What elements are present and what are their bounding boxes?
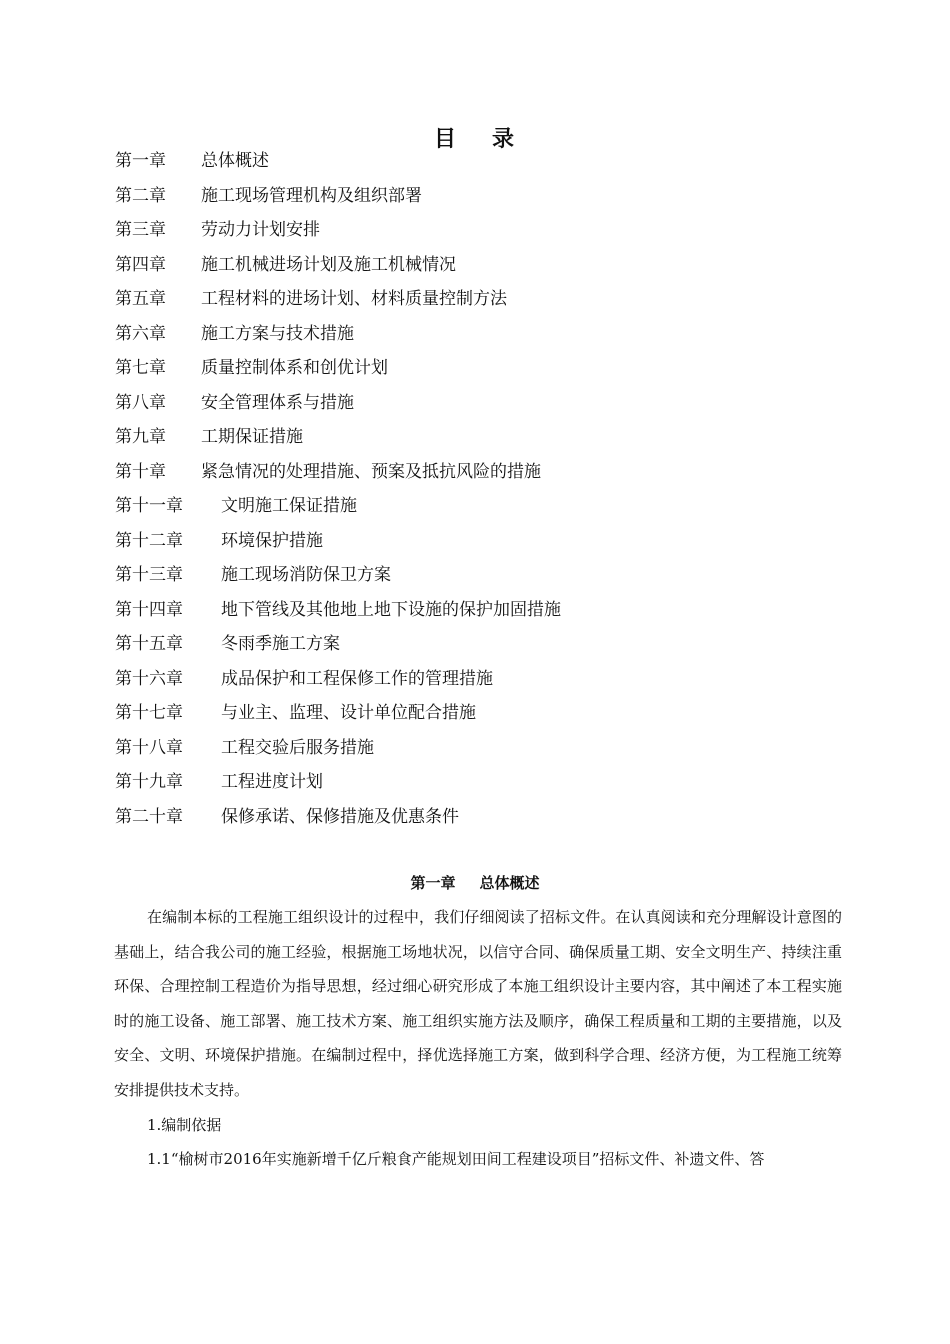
toc-item-number: 第十三章: [115, 565, 183, 585]
toc-item-title: 工期保证措施: [201, 427, 303, 447]
table-of-contents: [115, 144, 875, 834]
toc-item-number: 第十九章: [115, 772, 183, 792]
toc-item[interactable]: [115, 731, 875, 766]
chapter-body: [114, 900, 842, 1177]
toc-item[interactable]: [115, 593, 875, 628]
toc-item-title: 地下管线及其他地上地下设施的保护加固措施: [221, 599, 561, 620]
toc-item-title: 保修承诺、保修措施及优惠条件: [221, 806, 459, 827]
toc-item-title: 文明施工保证措施: [221, 496, 357, 516]
section-heading: 1.编制依据: [147, 1115, 222, 1134]
chapter-title: 总体概述: [479, 874, 540, 892]
toc-item-number: 第十八章: [115, 737, 183, 758]
toc-item-number: 第五章: [115, 289, 166, 309]
toc-item-title: 工程进度计划: [221, 772, 323, 792]
toc-item[interactable]: [115, 248, 875, 283]
toc-item-title: 施工现场管理机构及组织部署: [201, 185, 422, 206]
toc-item-number: 第二十章: [115, 806, 183, 827]
toc-item-number: 第十四章: [115, 599, 183, 620]
toc-item[interactable]: [115, 282, 875, 317]
toc-item[interactable]: [115, 489, 875, 524]
chapter-heading: [0, 872, 950, 893]
toc-item[interactable]: [115, 420, 875, 455]
toc-item-title: 总体概述: [201, 151, 269, 171]
toc-item-number: 第一章: [115, 151, 166, 171]
toc-item-title: 成品保护和工程保修工作的管理措施: [221, 668, 493, 689]
toc-item[interactable]: [115, 455, 875, 490]
toc-item[interactable]: [115, 386, 875, 421]
toc-item[interactable]: [115, 524, 875, 559]
toc-item-number: 第十章: [115, 461, 166, 482]
toc-item-title: 施工方案与技术措施: [201, 323, 354, 344]
toc-item-title: 质量控制体系和创优计划: [201, 358, 388, 378]
toc-item[interactable]: [115, 800, 875, 835]
toc-item-number: 第十五章: [115, 634, 183, 654]
toc-item[interactable]: [115, 765, 875, 800]
subsection-text: 1.1“榆树市2016年实施新增千亿斤粮食产能规划田间工程建设项目”招标文件、补遗文件、答: [147, 1150, 765, 1169]
toc-item-number: 第十七章: [115, 703, 183, 723]
toc-item-title: 紧急情况的处理措施、预案及抵抗风险的措施: [201, 461, 541, 482]
toc-item[interactable]: [115, 144, 875, 179]
toc-item[interactable]: [115, 558, 875, 593]
toc-item[interactable]: [115, 179, 875, 214]
toc-title-char-1: 目: [433, 127, 458, 152]
toc-item-title: 与业主、监理、设计单位配合措施: [221, 703, 476, 723]
toc-item-number: 第三章: [115, 220, 166, 240]
toc-item-number: 第十一章: [115, 496, 183, 516]
toc-item-title: 施工现场消防保卫方案: [221, 565, 391, 585]
toc-item[interactable]: [115, 213, 875, 248]
toc-item-number: 第七章: [115, 358, 166, 378]
toc-item-number: 第九章: [115, 427, 166, 447]
toc-item-title: 劳动力计划安排: [201, 220, 320, 240]
toc-item-number: 第四章: [115, 254, 166, 275]
toc-item-title: 施工机械进场计划及施工机械情况: [201, 254, 456, 275]
toc-item-number: 第二章: [115, 185, 166, 206]
toc-item[interactable]: [115, 317, 875, 352]
toc-item[interactable]: [115, 662, 875, 697]
toc-title-char-2: 录: [492, 127, 517, 152]
toc-item[interactable]: [115, 627, 875, 662]
toc-item-title: 环境保护措施: [221, 530, 323, 551]
toc-item-title: 工程材料的进场计划、材料质量控制方法: [201, 289, 507, 309]
body-paragraph: 在编制本标的工程施工组织设计的过程中，我们仔细阅读了招标文件。在认真阅读和充分理解设计意图的基础上，结合我公司的施工经验，根据施工场地状况，以信守合同、确保质量工期、安全文明生产、持续注重环保、合理控制工程造价为指导思想，经过细心研究形成了本施工组织设计主要内容，其中阐述了本工程实施时的施工设备、施工部署、施工技术方案、施工组织实施方法及顺序，确保工程质量和工期的主要措施，以及安全、文明、环境保护措施。在编制过程中，择优选择施工方案，做到科学合理、经济方便，为工程施工统筹安排提供技术支持。: [114, 908, 842, 1099]
toc-item-title: 安全管理体系与措施: [201, 392, 354, 413]
toc-item-number: 第十二章: [115, 530, 183, 551]
toc-item-number: 第十六章: [115, 668, 183, 689]
toc-item-number: 第八章: [115, 392, 166, 413]
toc-item-number: 第六章: [115, 323, 166, 344]
toc-item[interactable]: [115, 696, 875, 731]
chapter-number: 第一章: [410, 874, 456, 892]
toc-item[interactable]: [115, 351, 875, 386]
toc-item-title: 冬雨季施工方案: [221, 634, 340, 654]
toc-item-title: 工程交验后服务措施: [221, 737, 374, 758]
